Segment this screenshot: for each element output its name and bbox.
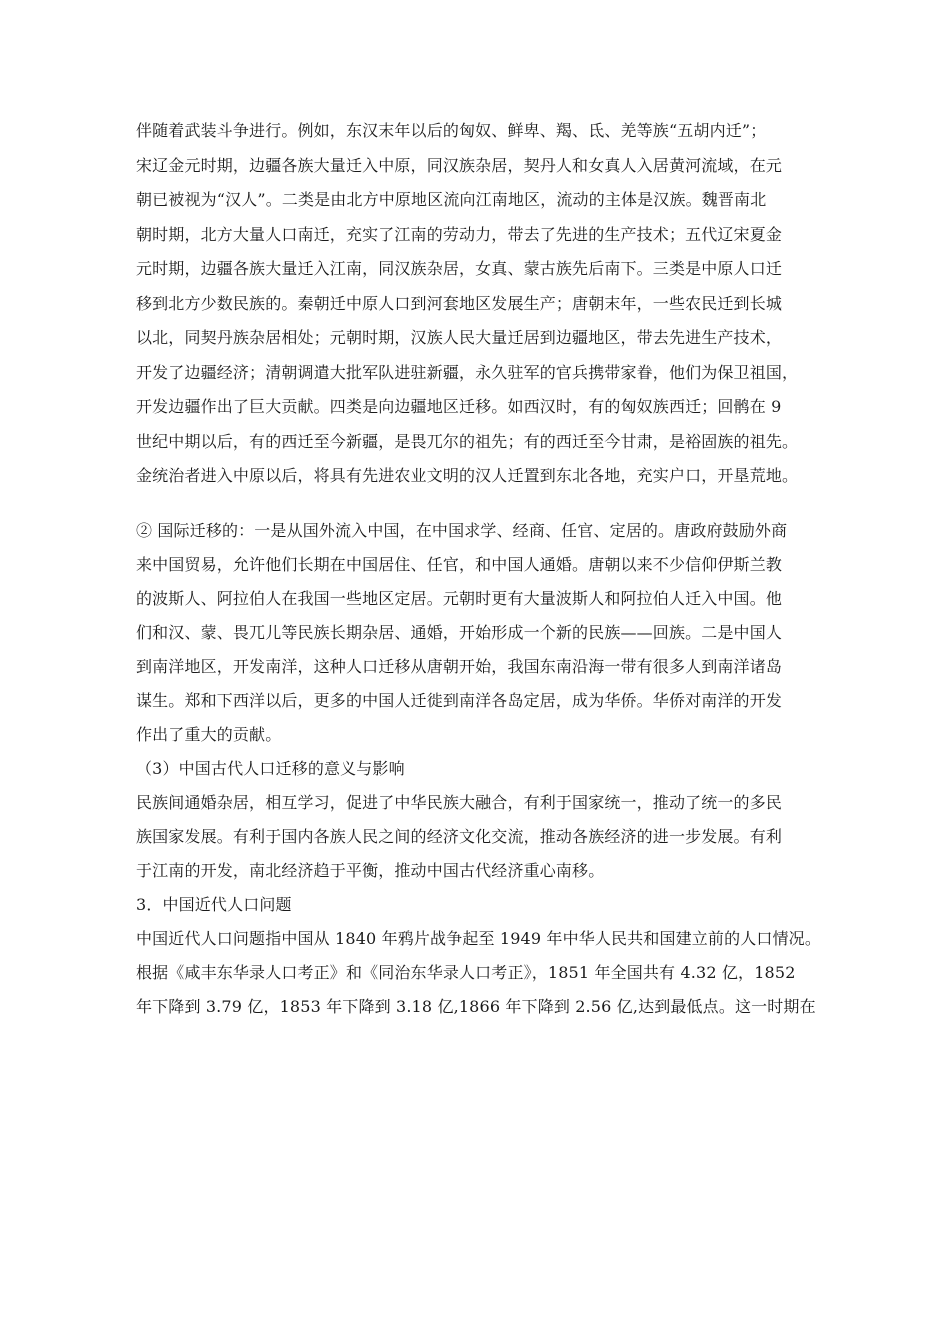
text-line: 民族间通婚杂居，相互学习，促进了中华民族大融合，有利于国家统一，推动了统一的多民 (136, 792, 783, 812)
document-page (136, 114, 826, 1024)
section-modern-population (136, 888, 826, 1024)
paragraph-gap (136, 494, 826, 514)
text-line: 来中国贸易，允许他们长期在中国居住、任官，和中国人通婚。唐朝以来不少信仰伊斯兰教 (136, 554, 783, 574)
text-line: 的波斯人、阿拉伯人在我国一些地区定居。元朝时更有大量波斯人和阿拉伯人迁入中国。他 (136, 588, 783, 608)
text-line: 中国近代人口问题指中国从 1840 年鸦片战争起至 1949 年中华人民共和国建立前的人口情况。 (136, 928, 821, 948)
text-line: 开发边疆作出了巨大贡献。四类是向边疆地区迁移。如西汉时，有的匈奴族西迁；回鹘在 9 (136, 397, 782, 416)
text-line: 元时期，边疆各族大量迁入江南，同汉族杂居，女真、蒙古族先后南下。三类是中原人口迁 (136, 259, 783, 278)
paragraph-ethnic-migration (136, 114, 826, 494)
text-line: ② 国际迁移的：一是从国外流入中国，在中国求学、经商、任官、定居的。唐政府鼓励外商 (136, 520, 788, 540)
paragraph-international-migration (136, 514, 826, 752)
text-line: 世纪中期以后，有的西迁至今新疆，是畏兀尔的祖先；有的西迁至今甘肃，是裕固族的祖先。 (136, 431, 799, 451)
text-line: 朝已被视为“汉人”。二类是由北方中原地区流向江南地区，流动的主体是汉族。魏晋南北 (136, 190, 767, 209)
text-line: 们和汉、蒙、畏兀儿等民族长期杂居、通婚，开始形成一个新的民族——回族。二是中国人 (136, 622, 783, 642)
text-line: 开发了边疆经济；清朝调遣大批军队进驻新疆，永久驻军的官兵携带家眷，他们为保卫祖国， (136, 362, 799, 382)
text-line: 于江南的开发，南北经济趋于平衡，推动中国古代经济重心南移。 (136, 860, 605, 880)
text-line: 以北，同契丹族杂居相处；元朝时期，汉族人民大量迁居到边疆地区，带去先进生产技术， (136, 328, 783, 347)
section-significance (136, 752, 826, 888)
text-line: 根据《咸丰东华录人口考正》和《同治东华录人口考正》，1851 年全国共有 4.32 亿，1852 (136, 962, 796, 982)
section-heading: 3．中国近代人口问题 (136, 894, 292, 914)
text-line: 宋辽金元时期，边疆各族大量迁入中原，同汉族杂居，契丹人和女真人入居黄河流域，在元 (136, 155, 783, 175)
text-line: 伴随着武装斗争进行。例如，东汉末年以后的匈奴、鲜卑、羯、氐、羌等族“五胡内迁”； (136, 121, 767, 140)
text-line: 移到北方少数民族的。秦朝迁中原人口到河套地区发展生产；唐朝末年，一些农民迁到长城 (136, 293, 783, 313)
text-line: 朝时期，北方大量人口南迁，充实了江南的劳动力，带去了先进的生产技术；五代辽宋夏金 (136, 224, 783, 244)
text-line: 族国家发展。有利于国内各族人民之间的经济文化交流，推动各族经济的进一步发展。有利 (136, 826, 783, 846)
text-line: 金统治者进入中原以后，将具有先进农业文明的汉人迁置到东北各地，充实户口，开垦荒地。 (136, 466, 799, 485)
text-line: 年下降到 3.79 亿，1853 年下降到 3.18 亿,1866 年下降到 2.56 亿,达到最低点。这一时期在 (136, 996, 816, 1016)
text-line: 谋生。郑和下西洋以后，更多的中国人迁徙到南洋各岛定居，成为华侨。华侨对南洋的开发 (136, 690, 783, 710)
text-line: 到南洋地区，开发南洋，这种人口迁移从唐朝开始，我国东南沿海一带有很多人到南洋诸岛 (136, 656, 783, 676)
text-line: 作出了重大的贡献。 (136, 724, 282, 744)
section-heading: （3）中国古代人口迁移的意义与影响 (136, 758, 405, 778)
